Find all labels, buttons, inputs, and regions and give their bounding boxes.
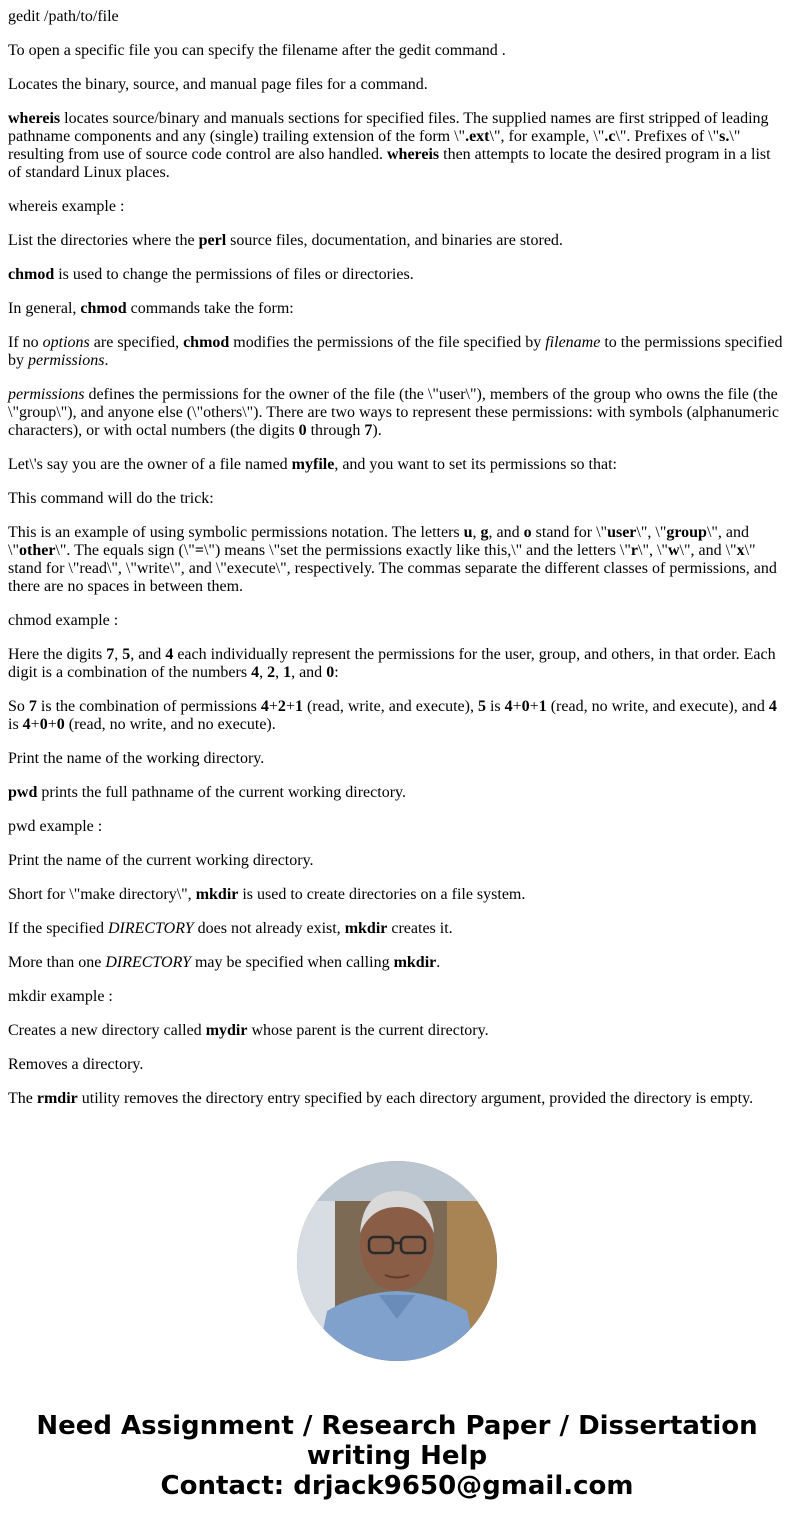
text-span: . xyxy=(436,954,441,971)
text-span: ). xyxy=(372,422,382,439)
text-span: source files, documentation, and binaries are stored. xyxy=(226,232,563,249)
paragraph xyxy=(8,852,786,870)
text-span: + xyxy=(268,698,278,715)
text-span: utility removes the directory entry specified by each directory argument, provided the directory is empty. xyxy=(77,1090,754,1107)
bold-text: chmod xyxy=(8,266,55,283)
bold-text: chmod xyxy=(183,334,230,351)
italic-text: DIRECTORY xyxy=(105,954,191,971)
text-span: whose parent is the current directory. xyxy=(247,1022,489,1039)
text-span: : xyxy=(334,664,339,681)
text-span: + xyxy=(529,698,539,715)
text-span: pwd example : xyxy=(8,818,103,835)
bold-text: 0 xyxy=(521,698,530,715)
italic-text: options xyxy=(42,334,90,351)
bold-text: pwd xyxy=(8,784,38,801)
bold-text: 1 xyxy=(538,698,547,715)
text-span: , and xyxy=(488,524,524,541)
bold-text: .ext xyxy=(465,128,490,145)
text-span: So xyxy=(8,698,29,715)
bold-text: 1 xyxy=(294,698,303,715)
text-span: Creates a new directory called xyxy=(8,1022,206,1039)
text-span: This is an example of using symbolic permissions notation. The letters xyxy=(8,524,464,541)
text-span: \", \" xyxy=(636,524,667,541)
bold-text: s. xyxy=(719,128,730,145)
paragraph xyxy=(8,920,786,938)
paragraph xyxy=(8,524,786,596)
text-span: + xyxy=(47,716,57,733)
paragraph xyxy=(8,1056,786,1074)
text-span: prints the full pathname of the current working directory. xyxy=(37,784,406,801)
text-span: does not already exist, xyxy=(193,920,345,937)
text-span: \", \" xyxy=(638,542,668,559)
text-span: \". Prefixes of \" xyxy=(615,128,720,145)
paragraph xyxy=(8,334,786,370)
text-span: , and xyxy=(291,664,327,681)
text-span: \", for example, \" xyxy=(489,128,605,145)
paragraph xyxy=(8,698,786,734)
bold-text: 2 xyxy=(267,664,276,681)
footer-line-1: Need Assignment / Research Paper / Dissertation xyxy=(36,1411,758,1441)
bold-text: 4 xyxy=(260,698,269,715)
paragraph xyxy=(8,232,786,250)
bold-text: 5 xyxy=(122,646,131,663)
paragraph xyxy=(8,266,786,284)
footer-line-2: writing Help xyxy=(306,1441,488,1471)
bold-text: u xyxy=(463,524,473,541)
text-span: , xyxy=(275,664,284,681)
paragraph xyxy=(8,784,786,802)
bold-text: 7 xyxy=(364,422,373,439)
bold-text: x xyxy=(736,542,745,559)
bold-text: 0 xyxy=(326,664,335,681)
paragraph xyxy=(8,386,786,440)
text-span: Here the digits xyxy=(8,646,107,663)
bold-text: 1 xyxy=(283,664,292,681)
paragraph xyxy=(8,750,786,768)
bold-text: 7 xyxy=(106,646,115,663)
author-photo-drawing xyxy=(297,1161,497,1361)
text-span: Locates the binary, source, and manual page files for a command. xyxy=(8,76,428,93)
text-span: In general, xyxy=(8,300,81,317)
paragraph xyxy=(8,818,786,836)
text-span: , xyxy=(259,664,268,681)
bold-text: mkdir xyxy=(393,954,437,971)
text-span: is xyxy=(485,698,505,715)
bold-text: chmod xyxy=(80,300,127,317)
text-span: each individually represent the permissions for the user, group, and others, in that order. Each digit is a combination of the numbers xyxy=(8,646,776,681)
italic-text: permissions xyxy=(8,386,85,403)
bold-text: user xyxy=(607,524,637,541)
text-span: Removes a directory. xyxy=(8,1056,144,1073)
text-span: Short for \"make directory\", xyxy=(8,886,196,903)
bold-text: mkdir xyxy=(195,886,239,903)
paragraph xyxy=(8,646,786,682)
bold-text: mkdir xyxy=(344,920,388,937)
paragraph xyxy=(8,198,786,216)
text-span: To open a specific file you can specify the filename after the gedit command . xyxy=(8,42,506,59)
text-span: may be specified when calling xyxy=(190,954,394,971)
paragraph xyxy=(8,110,786,182)
paragraph xyxy=(8,42,786,60)
text-span: chmod example : xyxy=(8,612,119,629)
bold-text: 4 xyxy=(768,698,777,715)
italic-text: DIRECTORY xyxy=(107,920,194,937)
text-span: If the specified xyxy=(8,920,108,937)
text-span: whereis example : xyxy=(8,198,125,215)
text-span: , xyxy=(114,646,123,663)
bold-text: 5 xyxy=(477,698,486,715)
text-span: creates it. xyxy=(387,920,453,937)
author-photo xyxy=(297,1161,497,1361)
bold-text: w xyxy=(667,542,680,559)
text-span: modifies the permissions of the file specified by xyxy=(229,334,546,351)
italic-text: filename xyxy=(545,334,601,351)
text-span: to the permissions specified by xyxy=(8,334,783,369)
text-span: is used to create directories on a file system. xyxy=(238,886,526,903)
text-span: This command will do the trick: xyxy=(8,490,214,507)
bold-text: = xyxy=(194,542,204,559)
text-span: , xyxy=(472,524,481,541)
text-span: defines the permissions for the owner of the file (the \"user\"), members of the group who owns the file (the \"group\"), and anyone else (\"others\"). There are two ways to represent these permissions: with symbols (alphanumeric characters), or with octal numbers (the digits xyxy=(8,386,779,439)
footer-contact: Contact: drjack9650@gmail.com xyxy=(160,1471,634,1501)
text-span: is xyxy=(8,716,23,733)
footer-banner xyxy=(0,1411,794,1501)
paragraph xyxy=(8,76,786,94)
text-span: gedit /path/to/file xyxy=(8,8,119,25)
text-span: commands take the form: xyxy=(126,300,294,317)
bold-text: whereis xyxy=(386,146,440,163)
text-span: + xyxy=(30,716,40,733)
text-span: is the combination of permissions xyxy=(36,698,261,715)
text-span: locates source/binary and manuals sections for specified files. The supplied names are first stripped of leading pathname components and any (single) trailing extension of the form \" xyxy=(8,110,769,145)
text-span: Print the name of the current working directory. xyxy=(8,852,314,869)
bold-text: myfile xyxy=(291,456,335,473)
text-span: Let\'s say you are the owner of a file named xyxy=(8,456,292,473)
bold-text: 4 xyxy=(165,646,174,663)
bold-text: rmdir xyxy=(36,1090,78,1107)
text-span: More than one xyxy=(8,954,106,971)
text-span: then attempts to locate the desired program in a list of standard Linux places. xyxy=(8,146,771,181)
text-span: + xyxy=(512,698,522,715)
paragraph xyxy=(8,1022,786,1040)
bold-text: 0 xyxy=(56,716,65,733)
bold-text: o xyxy=(523,524,532,541)
text-span: If no xyxy=(8,334,43,351)
text-span: (read, no write, and no execute). xyxy=(64,716,276,733)
text-span: . xyxy=(104,352,109,369)
bold-text: 4 xyxy=(504,698,513,715)
text-span: are specified, xyxy=(89,334,184,351)
text-span: , and xyxy=(130,646,166,663)
paragraph xyxy=(8,988,786,1006)
article-body xyxy=(0,8,794,1108)
text-span: \". The equals sign (\" xyxy=(55,542,195,559)
bold-text: r xyxy=(630,542,638,559)
paragraph xyxy=(8,490,786,508)
paragraph xyxy=(8,612,786,630)
bold-text: 7 xyxy=(28,698,37,715)
bold-text: 4 xyxy=(22,716,31,733)
paragraph xyxy=(8,954,786,972)
paragraph xyxy=(8,300,786,318)
bold-text: 0 xyxy=(298,422,307,439)
bold-text: g xyxy=(480,524,489,541)
bold-text: group xyxy=(666,524,707,541)
text-span: \", and \" xyxy=(679,542,737,559)
bold-text: 0 xyxy=(39,716,48,733)
bold-text: .c xyxy=(604,128,616,145)
text-span: mkdir example : xyxy=(8,988,113,1005)
paragraph xyxy=(8,1090,786,1108)
text-span: , and you want to set its permissions so that: xyxy=(334,456,617,473)
text-span: (read, no write, and execute), and xyxy=(546,698,769,715)
text-span: The xyxy=(8,1090,37,1107)
text-span: through xyxy=(306,422,365,439)
bold-text: 4 xyxy=(251,664,260,681)
text-span: Print the name of the working directory. xyxy=(8,750,265,767)
paragraph xyxy=(8,8,786,26)
text-span: \" resulting from use of source code control are also handled. xyxy=(8,128,741,163)
paragraph xyxy=(8,456,786,474)
bold-text: whereis xyxy=(8,110,61,127)
paragraph xyxy=(8,886,786,904)
bold-text: 2 xyxy=(277,698,286,715)
text-span: is used to change the permissions of files or directories. xyxy=(54,266,414,283)
bold-text: perl xyxy=(198,232,227,249)
text-span: stand for \" xyxy=(531,524,608,541)
text-span: \") means \"set the permissions exactly like this,\" and the letters \" xyxy=(203,542,631,559)
bold-text: other xyxy=(18,542,56,559)
italic-text: permissions xyxy=(28,352,105,369)
text-span: List the directories where the xyxy=(8,232,199,249)
bold-text: mydir xyxy=(205,1022,248,1039)
text-span: \" stand for \"read\", \"write\", and \"execute\", respectively. The commas separate the different classes of permissions, and there are no spaces in between them. xyxy=(8,542,777,595)
text-span: \", and \" xyxy=(8,524,750,559)
text-span: + xyxy=(285,698,295,715)
text-span: (read, write, and execute), xyxy=(302,698,478,715)
